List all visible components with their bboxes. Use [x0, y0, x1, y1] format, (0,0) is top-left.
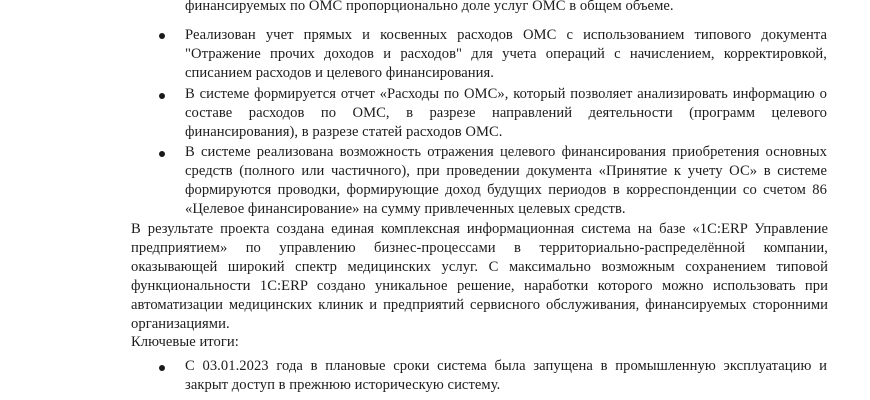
- summary-line-1: предприятием» по управлению бизнес-процессами в территориально-распределённой компании,: [131, 240, 828, 256]
- bullet-0-line-0: финансируемых по ОМС пропорционально доле услуг ОМС в общем объеме.: [185, 0, 674, 14]
- bullet-3-line-2: формируются проводки, формирующие доход будущих периодов в корреспонденции со счетом 86: [185, 182, 827, 198]
- bullet-1-line-2: списанием расходов и целевого финансирования.: [185, 65, 494, 81]
- bullet-3-line-3: «Целевое финансирование» на сумму привлеченных целевых средств.: [185, 201, 626, 217]
- bullet-3-line-0: В системе реализована возможность отражения целевого финансирования приобретения основных: [185, 144, 827, 160]
- summary-line-0: В результате проекта создана единая комплексная информационная система на базе «1С:ERP Управление: [131, 221, 828, 237]
- bullet-1-line-1: "Отражение прочих доходов и расходов" для учета операций с начислением, корректировкой,: [185, 46, 827, 62]
- summary-line-3: функциональности 1С:ERP создано уникальное решение, наработки которого можно использовать при: [131, 278, 828, 294]
- bullet-1-line-0: Реализован учет прямых и косвенных расходов ОМС с использованием типового документа: [185, 27, 827, 43]
- key-results-heading: Ключевые итоги:: [131, 334, 239, 350]
- key-result-0-line-1: закрыт доступ в прежнюю историческую систему.: [185, 377, 501, 393]
- bullet-2-line-2: финансирования), в разрезе статей расходов ОМС.: [185, 124, 503, 140]
- bullet-2-line-0: В системе формируется отчет «Расходы по ОМС», который позволяет анализировать информацию о: [185, 86, 827, 102]
- key-result-0-line-0: С 03.01.2023 года в плановые сроки система была запущена в промышленную эксплуатацию и: [185, 358, 827, 374]
- bullet-3-marker: [159, 151, 165, 157]
- summary-line-5: организациями.: [131, 316, 230, 332]
- bullet-2-marker: [159, 93, 165, 99]
- bullet-3-line-1: средств (полного или частичного), при проведении документа «Принятие к учету ОС» в системе: [185, 163, 827, 179]
- bullet-1-marker: [159, 33, 165, 39]
- summary-line-4: автоматизации медицинских клиник и предприятий сервисного обслуживания, финансируемых сторонними: [131, 297, 828, 313]
- key-result-0-marker: [159, 365, 165, 371]
- summary-line-2: оказывающей широкий спектр медицинских услуг. С максимально возможным сохранением типовой: [131, 259, 828, 275]
- bullet-2-line-1: составе расходов по ОМС, в разрезе направлений деятельности (программ целевого: [185, 105, 827, 121]
